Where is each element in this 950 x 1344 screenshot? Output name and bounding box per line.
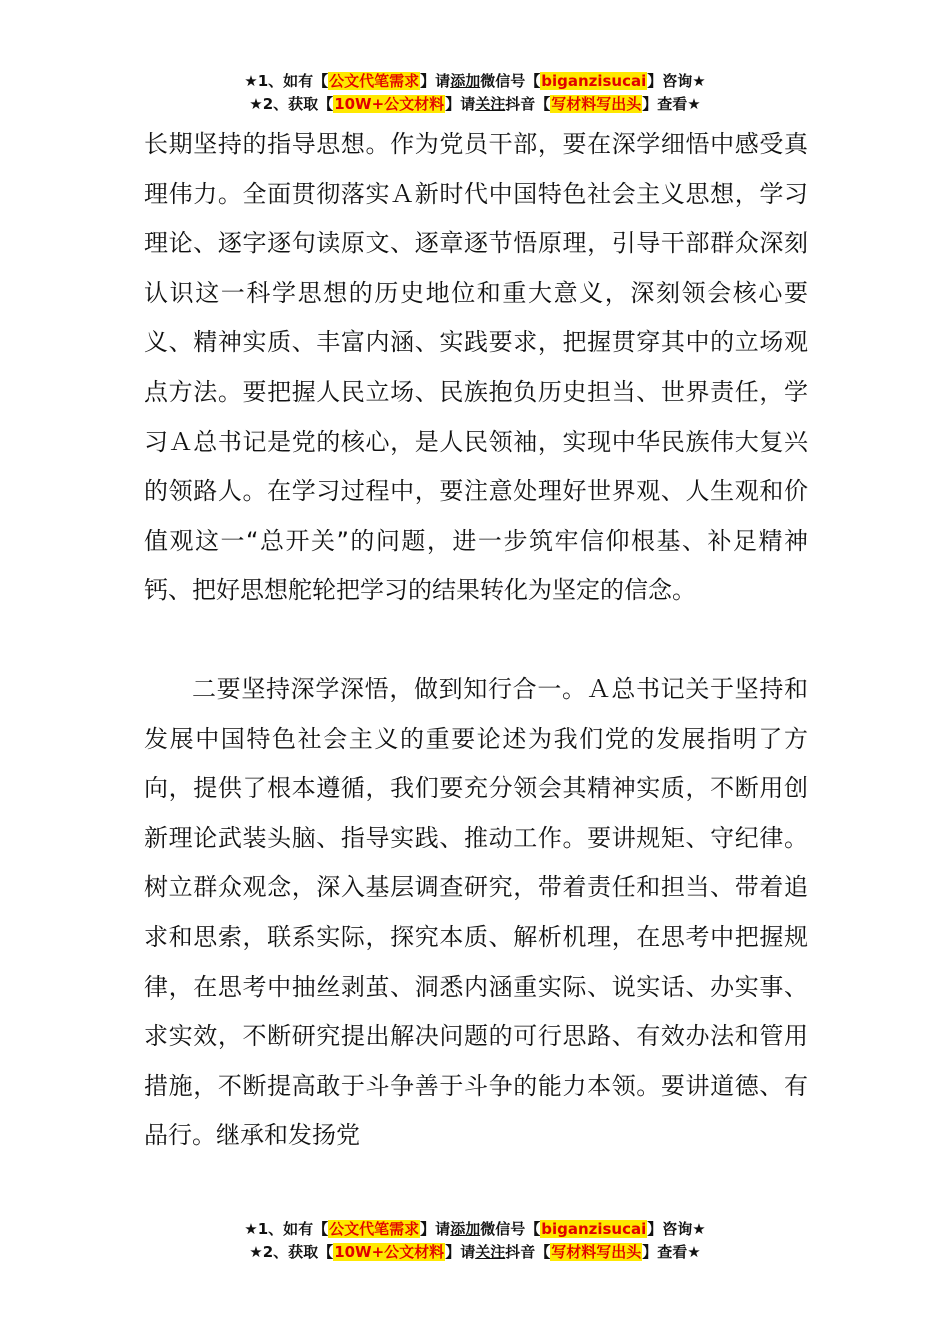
footer-line-1-highlight-wechat: biganzisucai (541, 1220, 647, 1238)
footer-line-1-highlight-service: 公文代笔需求 (329, 1220, 420, 1238)
banner-line-1-prefix: ★1、如有【 (244, 72, 329, 90)
banner-line-2 (0, 93, 950, 116)
footer-line-2-highlight-douyin: 写材料写出头 (551, 1243, 642, 1261)
footer-line-2-mid2: 抖音【 (505, 1243, 551, 1261)
footer-banner (0, 1218, 950, 1264)
paragraph-2: 二要坚持深学深悟，做到知行合一。Ａ总书记关于坚持和发展中国特色社会主义的重要论述为我们党的发展指明了方向，提供了根本遵循，我们要充分领会其精神实质，不断用创新理论武装头脑、指导实践、推动工作。要讲规矩、守纪律。树立群众观念，深入基层调查研究，带着责任和担当、带着追求和思索，联系实际，探究本质、解析机理，在思考中把握规律，在思考中抽丝剥茧、洞悉内涵重实际、说实话、办实事、求实效，不断研究提出解决问题的可行思路、有效办法和管用措施，不断提高敢于斗争善于斗争的能力本领。要讲道德、有品行。继承和发扬党 (144, 674, 808, 1150)
footer-line-2-prefix: ★2、获取【 (249, 1243, 334, 1261)
footer-line-2-highlight-materials: 10W+公文材料 (334, 1243, 445, 1261)
banner-line-2-mid2: 抖音【 (505, 95, 551, 113)
document-body (144, 120, 808, 1161)
footer-line-1-mid2: 微信号【 (480, 1220, 541, 1238)
banner-line-1-highlight-service: 公文代笔需求 (329, 72, 420, 90)
banner-line-2-mid: 】请 (445, 95, 476, 113)
footer-line-1-underlined: 添加 (450, 1220, 481, 1238)
footer-line-1-suffix: 】咨询★ (647, 1220, 706, 1238)
footer-line-2-mid: 】请 (445, 1243, 476, 1261)
footer-line-1-prefix: ★1、如有【 (244, 1220, 329, 1238)
banner-line-1-mid: 】请 (420, 72, 451, 90)
paragraph-1: 长期坚持的指导思想。作为党员干部，要在深学细悟中感受真理伟力。全面贯彻落实Ａ新时代中国特色社会主义思想，学习理论、逐字逐句读原文、逐章逐节悟原理，引导干部群众深刻认识这一科学思想的历史地位和重大意义，深刻领会核心要义、精神实质、丰富内涵、实践要求，把握贯穿其中的立场观点方法。要把握人民立场、民族抱负历史担当、世界责任，学习Ａ总书记是党的核心，是人民领袖，实现中华民族伟大复兴的领路人。在学习过程中，要注意处理好世界观、人生观和价值观这一“总开关”的问题，进一步筑牢信仰根基、补足精神钙、把好思想舵轮把学习的结果转化为坚定的信念。 (144, 130, 808, 605)
footer-line-2-underlined: 关注 (475, 1243, 506, 1261)
header-banner (0, 70, 950, 116)
footer-line-2-suffix: 】查看★ (642, 1243, 701, 1261)
banner-line-2-highlight-douyin: 写材料写出头 (551, 95, 642, 113)
banner-line-1-suffix: 】咨询★ (647, 72, 706, 90)
banner-line-1-underlined: 添加 (450, 72, 481, 90)
banner-line-2-highlight-materials: 10W+公文材料 (334, 95, 445, 113)
footer-line-1-mid: 】请 (420, 1220, 451, 1238)
banner-line-2-underlined: 关注 (475, 95, 506, 113)
footer-line-1 (0, 1218, 950, 1241)
banner-line-1-mid2: 微信号【 (480, 72, 541, 90)
banner-line-2-suffix: 】查看★ (642, 95, 701, 113)
banner-line-1-highlight-wechat: biganzisucai (541, 72, 647, 90)
banner-line-1 (0, 70, 950, 93)
banner-line-2-prefix: ★2、获取【 (249, 95, 334, 113)
footer-line-2 (0, 1241, 950, 1264)
